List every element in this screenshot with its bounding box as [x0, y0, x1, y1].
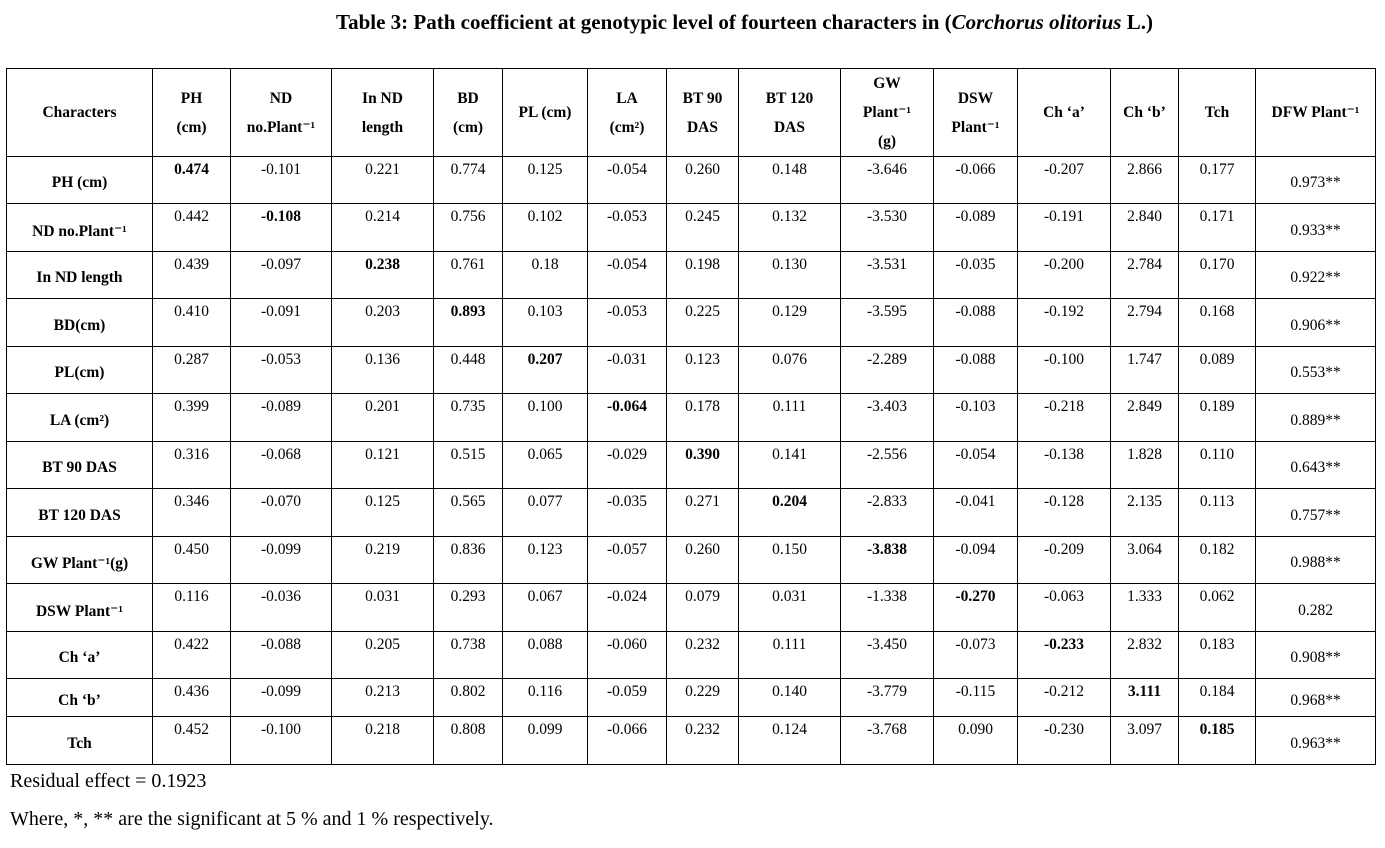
column-header: [332, 69, 434, 157]
row-label: Ch ‘b’: [7, 679, 153, 717]
table-row: [7, 252, 1376, 299]
direct-effect-cell: -3.838: [841, 537, 934, 584]
indirect-effect-cell: -0.054: [588, 157, 667, 204]
row-label: DSW Plant⁻¹: [7, 584, 153, 632]
indirect-effect-cell: 0.565: [434, 489, 503, 537]
indirect-effect-cell: -0.230: [1018, 717, 1111, 765]
indirect-effect-cell: -0.068: [231, 442, 332, 489]
direct-effect-cell: 0.207: [503, 347, 588, 394]
indirect-effect-cell: 0.293: [434, 584, 503, 632]
indirect-effect-cell: -0.089: [934, 204, 1018, 252]
indirect-effect-cell: 0.125: [332, 489, 434, 537]
indirect-effect-cell: 0.183: [1179, 632, 1256, 679]
indirect-effect-cell: -0.035: [934, 252, 1018, 299]
indirect-effect-cell: -0.212: [1018, 679, 1111, 717]
header-characters: Characters: [7, 69, 153, 157]
indirect-effect-cell: 0.452: [153, 717, 231, 765]
indirect-effect-cell: -0.091: [231, 299, 332, 347]
column-header-line: DAS: [773, 118, 805, 136]
indirect-effect-cell: -0.070: [231, 489, 332, 537]
indirect-effect-cell: -0.057: [588, 537, 667, 584]
indirect-effect-cell: -0.088: [231, 632, 332, 679]
row-label: Ch ‘a’: [7, 632, 153, 679]
indirect-effect-cell: 0.436: [153, 679, 231, 717]
indirect-effect-cell: 0.130: [739, 252, 841, 299]
column-header-line: GW: [873, 75, 901, 92]
indirect-effect-cell: 0.102: [503, 204, 588, 252]
indirect-effect-cell: 0.077: [503, 489, 588, 537]
indirect-effect-cell: 0.125: [503, 157, 588, 204]
correlation-cell: 0.553**: [1256, 347, 1376, 394]
indirect-effect-cell: -0.063: [1018, 584, 1111, 632]
indirect-effect-cell: -0.099: [231, 679, 332, 717]
indirect-effect-cell: 0.189: [1179, 394, 1256, 442]
indirect-effect-cell: 0.170: [1179, 252, 1256, 299]
indirect-effect-cell: -0.097: [231, 252, 332, 299]
indirect-effect-cell: 0.836: [434, 537, 503, 584]
correlation-cell: 0.933**: [1256, 204, 1376, 252]
indirect-effect-cell: 0.123: [667, 347, 739, 394]
indirect-effect-cell: 0.031: [332, 584, 434, 632]
column-header-line: In ND: [362, 89, 403, 107]
indirect-effect-cell: -0.207: [1018, 157, 1111, 204]
indirect-effect-cell: 0.756: [434, 204, 503, 252]
indirect-effect-cell: 0.121: [332, 442, 434, 489]
indirect-effect-cell: 2.784: [1111, 252, 1179, 299]
indirect-effect-cell: 0.203: [332, 299, 434, 347]
indirect-effect-cell: 0.132: [739, 204, 841, 252]
indirect-effect-cell: 0.065: [503, 442, 588, 489]
indirect-effect-cell: 0.229: [667, 679, 739, 717]
indirect-effect-cell: 0.089: [1179, 347, 1256, 394]
indirect-effect-cell: 0.090: [934, 717, 1018, 765]
indirect-effect-cell: 0.245: [667, 204, 739, 252]
indirect-effect-cell: 0.346: [153, 489, 231, 537]
indirect-effect-cell: 0.076: [739, 347, 841, 394]
table-row: [7, 204, 1376, 252]
indirect-effect-cell: 0.171: [1179, 204, 1256, 252]
table-row: [7, 442, 1376, 489]
indirect-effect-cell: 0.111: [739, 632, 841, 679]
table-body: [7, 157, 1376, 765]
table-row: [7, 584, 1376, 632]
correlation-cell: 0.908**: [1256, 632, 1376, 679]
indirect-effect-cell: -0.191: [1018, 204, 1111, 252]
indirect-effect-cell: -3.595: [841, 299, 934, 347]
indirect-effect-cell: 0.148: [739, 157, 841, 204]
indirect-effect-cell: 0.271: [667, 489, 739, 537]
indirect-effect-cell: -0.059: [588, 679, 667, 717]
indirect-effect-cell: 0.177: [1179, 157, 1256, 204]
indirect-effect-cell: 2.849: [1111, 394, 1179, 442]
indirect-effect-cell: 0.201: [332, 394, 434, 442]
indirect-effect-cell: -2.833: [841, 489, 934, 537]
direct-effect-cell: 0.185: [1179, 717, 1256, 765]
column-header-line: (cm): [452, 118, 484, 136]
indirect-effect-cell: -0.073: [934, 632, 1018, 679]
row-label: ND no.Plant⁻¹: [7, 204, 153, 252]
indirect-effect-cell: -3.450: [841, 632, 934, 679]
row-label: Tch: [7, 717, 153, 765]
column-header: [588, 69, 667, 157]
table-row: [7, 632, 1376, 679]
column-header: [231, 69, 332, 157]
indirect-effect-cell: -3.531: [841, 252, 934, 299]
header-row: [7, 69, 1376, 157]
indirect-effect-cell: 3.064: [1111, 537, 1179, 584]
column-header-line: LA: [616, 89, 638, 107]
correlation-cell: 0.889**: [1256, 394, 1376, 442]
indirect-effect-cell: 1.747: [1111, 347, 1179, 394]
indirect-effect-cell: -0.053: [588, 204, 667, 252]
table-title-species: Corchorus olitorius: [951, 10, 1122, 34]
column-header: [1018, 69, 1111, 157]
indirect-effect-cell: -0.115: [934, 679, 1018, 717]
correlation-cell: 0.988**: [1256, 537, 1376, 584]
column-header-line: Ch ‘b’: [1123, 104, 1166, 121]
indirect-effect-cell: -0.024: [588, 584, 667, 632]
indirect-effect-cell: 0.110: [1179, 442, 1256, 489]
indirect-effect-cell: -0.192: [1018, 299, 1111, 347]
indirect-effect-cell: -0.031: [588, 347, 667, 394]
indirect-effect-cell: 0.221: [332, 157, 434, 204]
indirect-effect-cell: 0.062: [1179, 584, 1256, 632]
indirect-effect-cell: 0.410: [153, 299, 231, 347]
table-header: [7, 69, 1376, 157]
indirect-effect-cell: -0.066: [934, 157, 1018, 204]
column-header: [1111, 69, 1179, 157]
column-header: [503, 69, 588, 157]
indirect-effect-cell: 0.287: [153, 347, 231, 394]
indirect-effect-cell: 0.088: [503, 632, 588, 679]
indirect-effect-cell: 0.774: [434, 157, 503, 204]
indirect-effect-cell: 3.097: [1111, 717, 1179, 765]
column-header-line: (g): [877, 133, 897, 150]
correlation-cell: 0.757**: [1256, 489, 1376, 537]
table-row: [7, 394, 1376, 442]
column-header: [841, 69, 934, 157]
indirect-effect-cell: -3.779: [841, 679, 934, 717]
column-header-line: (cm): [176, 118, 207, 136]
indirect-effect-cell: 0.116: [153, 584, 231, 632]
indirect-effect-cell: -0.100: [1018, 347, 1111, 394]
column-header-line: Plant⁻¹: [862, 104, 912, 121]
significance-note: Where, *, ** are the significant at 5 % and 1 % respectively.: [10, 808, 494, 830]
indirect-effect-cell: -2.289: [841, 347, 934, 394]
indirect-effect-cell: -1.338: [841, 584, 934, 632]
table-row: [7, 157, 1376, 204]
indirect-effect-cell: -0.099: [231, 537, 332, 584]
column-header-line: ND: [269, 89, 293, 107]
table-title-suffix: L.): [1121, 10, 1153, 34]
indirect-effect-cell: 0.450: [153, 537, 231, 584]
indirect-effect-cell: 0.099: [503, 717, 588, 765]
indirect-effect-cell: -0.089: [231, 394, 332, 442]
indirect-effect-cell: 0.439: [153, 252, 231, 299]
table-row: [7, 717, 1376, 765]
indirect-effect-cell: 0.218: [332, 717, 434, 765]
column-header-line: BT 120: [765, 89, 814, 107]
indirect-effect-cell: -0.029: [588, 442, 667, 489]
correlation-cell: 0.906**: [1256, 299, 1376, 347]
indirect-effect-cell: 0.225: [667, 299, 739, 347]
column-header-line: PH: [180, 89, 203, 107]
indirect-effect-cell: 0.205: [332, 632, 434, 679]
indirect-effect-cell: 0.113: [1179, 489, 1256, 537]
column-header: [667, 69, 739, 157]
indirect-effect-cell: 0.761: [434, 252, 503, 299]
path-coefficient-table: [6, 68, 1376, 765]
column-header-line: BD: [457, 89, 479, 107]
indirect-effect-cell: 0.399: [153, 394, 231, 442]
correlation-cell: 0.973**: [1256, 157, 1376, 204]
indirect-effect-cell: -0.053: [588, 299, 667, 347]
indirect-effect-cell: 0.219: [332, 537, 434, 584]
indirect-effect-cell: 0.136: [332, 347, 434, 394]
column-header: [1179, 69, 1256, 157]
indirect-effect-cell: 0.129: [739, 299, 841, 347]
indirect-effect-cell: 0.182: [1179, 537, 1256, 584]
column-header: [739, 69, 841, 157]
column-header: [434, 69, 503, 157]
indirect-effect-cell: -0.054: [934, 442, 1018, 489]
column-header-line: no.Plant⁻¹: [246, 118, 316, 136]
indirect-effect-cell: -0.053: [231, 347, 332, 394]
indirect-effect-cell: 0.735: [434, 394, 503, 442]
table-title: [0, 10, 1385, 35]
table-title-prefix: Table 3: Path coefficient at genotypic level of fourteen characters in (: [336, 10, 952, 34]
indirect-effect-cell: 2.840: [1111, 204, 1179, 252]
indirect-effect-cell: -0.041: [934, 489, 1018, 537]
column-header-line: BT 90: [682, 89, 723, 107]
indirect-effect-cell: -3.530: [841, 204, 934, 252]
direct-effect-cell: -0.233: [1018, 632, 1111, 679]
indirect-effect-cell: -0.088: [934, 299, 1018, 347]
indirect-effect-cell: 0.140: [739, 679, 841, 717]
indirect-effect-cell: 0.103: [503, 299, 588, 347]
row-label: PH (cm): [7, 157, 153, 204]
column-header-line: DSW: [957, 89, 994, 107]
column-header-line: PL (cm): [518, 104, 572, 121]
correlation-cell: 0.282: [1256, 584, 1376, 632]
direct-effect-cell: 0.390: [667, 442, 739, 489]
correlation-cell: 0.968**: [1256, 679, 1376, 717]
indirect-effect-cell: -3.403: [841, 394, 934, 442]
indirect-effect-cell: 0.214: [332, 204, 434, 252]
table-row: [7, 347, 1376, 394]
indirect-effect-cell: 0.184: [1179, 679, 1256, 717]
indirect-effect-cell: 0.232: [667, 632, 739, 679]
row-label: LA (cm²): [7, 394, 153, 442]
indirect-effect-cell: 2.832: [1111, 632, 1179, 679]
direct-effect-cell: 3.111: [1111, 679, 1179, 717]
indirect-effect-cell: -0.100: [231, 717, 332, 765]
indirect-effect-cell: -0.218: [1018, 394, 1111, 442]
correlation-cell: 0.643**: [1256, 442, 1376, 489]
column-header-line: Tch: [1204, 104, 1230, 121]
indirect-effect-cell: 0.067: [503, 584, 588, 632]
correlation-cell: 0.922**: [1256, 252, 1376, 299]
column-header-line: DAS: [686, 118, 718, 136]
indirect-effect-cell: 0.168: [1179, 299, 1256, 347]
indirect-effect-cell: 0.100: [503, 394, 588, 442]
indirect-effect-cell: 0.738: [434, 632, 503, 679]
table-row: [7, 489, 1376, 537]
indirect-effect-cell: 0.18: [503, 252, 588, 299]
indirect-effect-cell: -0.200: [1018, 252, 1111, 299]
correlation-cell: 0.963**: [1256, 717, 1376, 765]
column-header-line: DFW Plant⁻¹: [1271, 104, 1360, 121]
column-header-line: (cm²): [609, 118, 645, 136]
column-header: [1256, 69, 1376, 157]
direct-effect-cell: -0.270: [934, 584, 1018, 632]
indirect-effect-cell: -0.209: [1018, 537, 1111, 584]
indirect-effect-cell: 0.260: [667, 537, 739, 584]
indirect-effect-cell: -0.094: [934, 537, 1018, 584]
column-header: [934, 69, 1018, 157]
indirect-effect-cell: 0.260: [667, 157, 739, 204]
column-header-line: Plant⁻¹: [951, 118, 1000, 136]
indirect-effect-cell: -0.103: [934, 394, 1018, 442]
indirect-effect-cell: 0.808: [434, 717, 503, 765]
indirect-effect-cell: 0.515: [434, 442, 503, 489]
table-row: [7, 299, 1376, 347]
indirect-effect-cell: 0.448: [434, 347, 503, 394]
direct-effect-cell: -0.064: [588, 394, 667, 442]
indirect-effect-cell: -0.101: [231, 157, 332, 204]
row-label: BT 120 DAS: [7, 489, 153, 537]
indirect-effect-cell: 0.178: [667, 394, 739, 442]
indirect-effect-cell: 0.123: [503, 537, 588, 584]
indirect-effect-cell: 0.802: [434, 679, 503, 717]
indirect-effect-cell: 2.794: [1111, 299, 1179, 347]
indirect-effect-cell: 0.213: [332, 679, 434, 717]
indirect-effect-cell: -3.646: [841, 157, 934, 204]
residual-effect-note: Residual effect = 0.1923: [10, 770, 207, 792]
indirect-effect-cell: -0.066: [588, 717, 667, 765]
column-header-line: length: [361, 118, 404, 136]
table-row: [7, 537, 1376, 584]
column-header: [153, 69, 231, 157]
indirect-effect-cell: -3.768: [841, 717, 934, 765]
indirect-effect-cell: 0.422: [153, 632, 231, 679]
indirect-effect-cell: -0.138: [1018, 442, 1111, 489]
indirect-effect-cell: 2.866: [1111, 157, 1179, 204]
table-row: [7, 679, 1376, 717]
indirect-effect-cell: -0.036: [231, 584, 332, 632]
direct-effect-cell: 0.204: [739, 489, 841, 537]
column-header-line: Ch ‘a’: [1043, 104, 1085, 121]
indirect-effect-cell: 0.150: [739, 537, 841, 584]
indirect-effect-cell: 0.116: [503, 679, 588, 717]
indirect-effect-cell: 1.828: [1111, 442, 1179, 489]
indirect-effect-cell: -0.035: [588, 489, 667, 537]
indirect-effect-cell: -0.128: [1018, 489, 1111, 537]
indirect-effect-cell: 0.316: [153, 442, 231, 489]
indirect-effect-cell: 0.198: [667, 252, 739, 299]
direct-effect-cell: 0.238: [332, 252, 434, 299]
indirect-effect-cell: 0.031: [739, 584, 841, 632]
indirect-effect-cell: 0.111: [739, 394, 841, 442]
direct-effect-cell: 0.893: [434, 299, 503, 347]
indirect-effect-cell: 1.333: [1111, 584, 1179, 632]
direct-effect-cell: -0.108: [231, 204, 332, 252]
indirect-effect-cell: -0.060: [588, 632, 667, 679]
indirect-effect-cell: -0.088: [934, 347, 1018, 394]
indirect-effect-cell: 0.079: [667, 584, 739, 632]
row-label: PL(cm): [7, 347, 153, 394]
indirect-effect-cell: -2.556: [841, 442, 934, 489]
row-label: BT 90 DAS: [7, 442, 153, 489]
row-label: BD(cm): [7, 299, 153, 347]
indirect-effect-cell: 0.442: [153, 204, 231, 252]
indirect-effect-cell: -0.054: [588, 252, 667, 299]
row-label: In ND length: [7, 252, 153, 299]
direct-effect-cell: 0.474: [153, 157, 231, 204]
indirect-effect-cell: 2.135: [1111, 489, 1179, 537]
indirect-effect-cell: 0.232: [667, 717, 739, 765]
indirect-effect-cell: 0.141: [739, 442, 841, 489]
indirect-effect-cell: 0.124: [739, 717, 841, 765]
row-label: GW Plant⁻¹(g): [7, 537, 153, 584]
